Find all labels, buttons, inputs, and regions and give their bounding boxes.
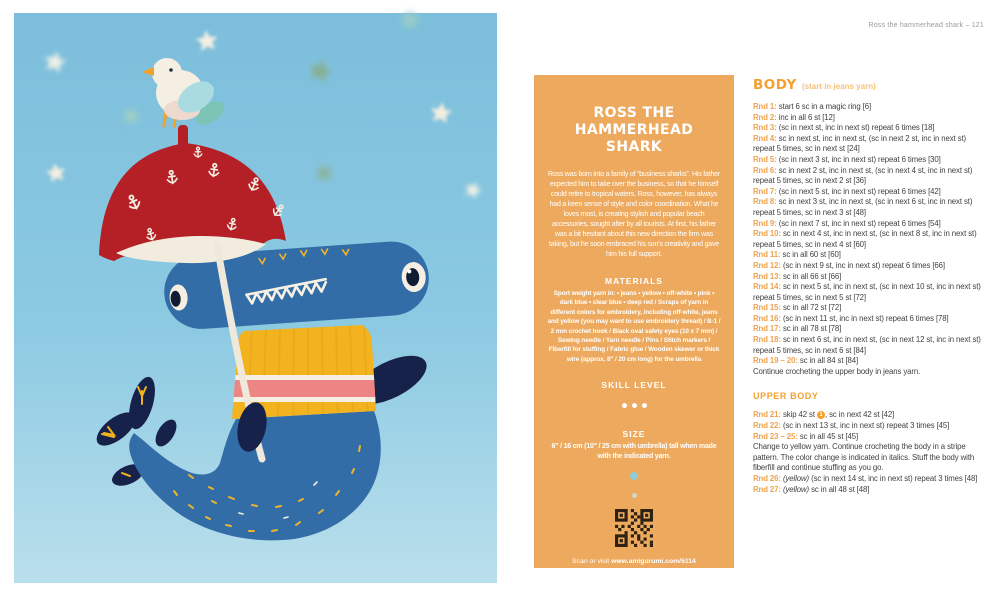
- round-instruction: [753, 432, 989, 443]
- round-text: sc in all 60 st [60]: [782, 250, 841, 260]
- round-label: Rnd 23 – 25:: [753, 431, 800, 441]
- round-label: Rnd 5:: [753, 154, 779, 164]
- round-text: sc in all 45 st [45]: [799, 431, 859, 441]
- round-label: Rnd 27:: [753, 484, 783, 494]
- round-text: (sc in next 5 st, inc in next st) repeat 6 times [42]: [778, 186, 941, 196]
- scan-text-line2: to share pictures and find inspiration.: [578, 567, 690, 575]
- round-text: (sc in next st, inc in next st) repeat 6 times [18]: [778, 123, 935, 133]
- round-instruction: [753, 229, 989, 250]
- round-instruction: [753, 474, 989, 485]
- pattern-story: Ross was born into a family of “business sharks”. His father expected him to take over the business, so that he himself could retire to tropical waters. Ross, however, has always had a keen sense of style and color coordination. What he loves most, is creating stylish and popular beach accessories, sought after by all tourists. At first, his father was a bit hesitant about this new direction the firm was taking, but he soon embraced his son's creativity and gave him his full support.: [547, 171, 720, 258]
- skill-dot: [632, 403, 637, 408]
- round-text: start 6 sc in a magic ring [6]: [778, 102, 872, 111]
- title-line-1: ROSS THE: [593, 105, 675, 121]
- round-label: Rnd 21:: [753, 410, 783, 420]
- round-instruction: [753, 485, 989, 496]
- instructions-column: [753, 72, 989, 495]
- round-text: skip 42 st: [782, 410, 817, 420]
- round-instruction: [753, 219, 989, 230]
- round-instruction: [753, 123, 989, 134]
- round-label: Rnd 8:: [753, 197, 779, 207]
- round-text: , sc in next 42 st [42]: [824, 410, 895, 420]
- round-label: Rnd 1:: [753, 102, 779, 111]
- round-text: sc in all 66 st [66]: [782, 271, 842, 281]
- round-label: Rnd 11:: [753, 250, 783, 260]
- skill-dot: [642, 403, 647, 408]
- stripe-white-top: [224, 375, 384, 380]
- round-label: Rnd 18:: [753, 335, 783, 345]
- skill-level-dots: [547, 395, 721, 413]
- instruction-note: Change to yellow yarn. Continue crocheting the body in a stripe pattern. The color change is indicated in italics. Stuff the body with fiberfill and continue stuffing as you go.: [753, 442, 975, 473]
- round-label: Rnd 14:: [753, 282, 783, 292]
- round-text: sc in all 48 st [48]: [809, 484, 870, 494]
- size-text: 6" / 16 cm (10" / 25 cm with umbrella) tall when made with the indicated yarn.: [551, 443, 717, 461]
- round-instruction: [753, 134, 989, 155]
- round-text: sc in next 3 st, inc in next st, (sc in next 6 st, inc in next st) repeat 5 times, sc in next 3 st [48]: [753, 197, 973, 217]
- round-instruction: [753, 197, 989, 218]
- round-label: Rnd 13:: [753, 271, 783, 281]
- round-text: sc in all 84 st [84]: [799, 356, 859, 366]
- pattern-title: [547, 105, 721, 156]
- round-instruction: [753, 272, 989, 283]
- shark-photo: [14, 13, 497, 583]
- round-text: (sc in next 9 st, inc in next st) repeat 6 times [66]: [782, 260, 945, 270]
- body-heading-text: BODY: [753, 77, 797, 93]
- round-instruction: [753, 166, 989, 187]
- instruction-note: Continue crocheting the upper body in jeans yarn.: [753, 366, 921, 376]
- round-text: inc in all 6 st [12]: [778, 112, 835, 122]
- round-instruction: [753, 250, 989, 261]
- round-label: Rnd 15:: [753, 303, 783, 313]
- qr-code-image: [615, 509, 653, 547]
- round-text: (sc in next 11 st, inc in next st) repeat 6 times [78]: [782, 313, 949, 323]
- round-instruction: [753, 102, 989, 113]
- round-label: Rnd 7:: [753, 186, 779, 196]
- title-line-2: HAMMERHEAD SHARK: [574, 122, 694, 155]
- round-instruction: [753, 282, 989, 303]
- skill-level-heading: SKILL LEVEL: [601, 380, 667, 391]
- yarn-color-italic: (yellow): [782, 474, 810, 483]
- round-instruction: [753, 335, 989, 356]
- materials-list: Sport weight yarn in: • jeans • yellow • off-white • pink • dark blue • clear blue • deep red / Scraps of yarn in different colors for embroidery, including off-white, jeans and yellow (you may want to use embroidery thread) / B-1 / 2 mm crochet hook / Black oval safety eyes (10 x 7 mm) / Sewing needle / Yarn needle / Pins / Stitch markers / Fiberfill for stuffing / Fabric glue / Wooden skewer or thick wire (approx. 8" / 20 cm long) for the umbrella: [547, 290, 721, 363]
- round-label: Rnd 17:: [753, 324, 783, 334]
- round-text: sc in next 4 st, inc in next st, (sc in next 8 st, inc in next st) repeat 5 times, sc in next 4 st [60]: [753, 229, 977, 249]
- round-text: (sc in next 14 st, inc in next st) repeat 3 times [48]: [809, 474, 978, 483]
- yarn-color-italic: (yellow): [782, 484, 810, 494]
- round-text: sc in next 2 st, inc in next st, (sc in next 4 st, inc in next st) repeat 5 times, sc in next 2 st [36]: [753, 165, 973, 186]
- round-label: Rnd 26:: [753, 474, 783, 483]
- footnote-1-marker: 1: [817, 411, 825, 419]
- scan-footer: [547, 557, 721, 576]
- size-heading: SIZE: [622, 429, 646, 440]
- round-label: Rnd 19 – 20:: [753, 356, 800, 366]
- bird-head: [152, 58, 182, 88]
- round-instruction: [753, 261, 989, 272]
- round-label: Rnd 3:: [753, 123, 779, 133]
- round-label: Rnd 16:: [753, 313, 783, 323]
- round-instruction: [753, 113, 989, 124]
- photo-scene: [14, 13, 497, 583]
- round-instruction: [753, 303, 989, 314]
- body-section-heading: [753, 72, 989, 94]
- running-header: Ross the hammerhead shark – 121: [868, 22, 984, 29]
- round-label: Rnd 12:: [753, 260, 783, 270]
- scan-url[interactable]: www.amigurumi.com/5114: [611, 558, 696, 566]
- materials-heading: MATERIALS: [605, 276, 663, 286]
- teal-dot: [630, 472, 638, 480]
- round-label: Rnd 6:: [753, 165, 779, 175]
- round-label: Rnd 2:: [753, 112, 779, 122]
- round-text: sc in next 5 st, inc in next st, (sc in next 10 st, inc in next st) repeat 5 times, sc in next 5 st [72]: [753, 282, 981, 302]
- round-instruction: [753, 155, 989, 166]
- round-label: Rnd 4:: [753, 133, 779, 143]
- round-instruction: [753, 314, 989, 325]
- round-text: sc in all 78 st [78]: [782, 324, 842, 334]
- scan-text: Scan or visit: [572, 558, 612, 566]
- upper-body-heading: UPPER BODY: [753, 391, 819, 402]
- round-instruction: [753, 421, 989, 432]
- body-heading-subtext: (start in jeans yarn): [801, 82, 876, 91]
- round-label: Rnd 22:: [753, 421, 783, 431]
- round-instruction: [753, 324, 989, 335]
- round-instruction: [753, 356, 989, 367]
- round-text: (sc in next 13 st, inc in next st) repeat 3 times [45]: [782, 421, 950, 431]
- body-rounds-list: [753, 102, 989, 377]
- round-text: sc in all 72 st [72]: [782, 303, 842, 313]
- round-instruction: [753, 410, 989, 421]
- round-instruction: [753, 187, 989, 198]
- skill-dot: [622, 403, 627, 408]
- round-text: sc in next st, inc in next st, (sc in next 2 st, inc in next st) repeat 5 times, sc in next st [24]: [753, 133, 967, 154]
- info-panel: [534, 75, 734, 575]
- round-text: (sc in next 7 st, inc in next st) repeat 6 times [54]: [778, 218, 941, 228]
- pale-dot: [632, 493, 637, 498]
- round-text: (sc in next 3 st, inc in next st) repeat 6 times [30]: [778, 154, 941, 164]
- round-label: Rnd 9:: [753, 218, 779, 228]
- qr-code[interactable]: [547, 509, 721, 552]
- upper-body-rounds-list: [753, 410, 989, 495]
- round-text: sc in next 6 st, inc in next st, (sc in next 12 st, inc in next st) repeat 5 times, sc in next 6 st [84]: [753, 335, 981, 355]
- bird-eye: [169, 68, 173, 72]
- round-label: Rnd 10:: [753, 229, 783, 239]
